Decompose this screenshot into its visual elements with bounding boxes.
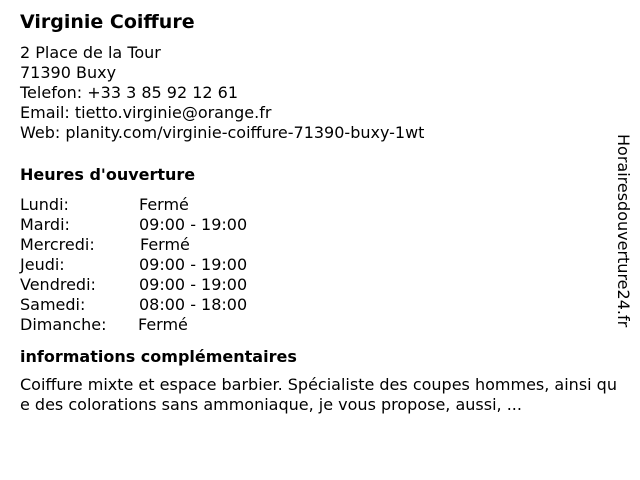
opening-hours-table bbox=[20, 195, 610, 335]
address-line: 2 Place de la Tour bbox=[20, 43, 161, 62]
hours-value: 09:00 - 19:00 bbox=[139, 255, 248, 274]
hours-row-jeudi bbox=[20, 255, 610, 275]
day-label: Mardi: bbox=[20, 215, 70, 234]
hours-value: Fermé bbox=[138, 315, 188, 334]
day-label: Lundi: bbox=[20, 195, 69, 214]
day-label: Jeudi: bbox=[20, 255, 65, 274]
business-name: Virginie Coiffure bbox=[20, 11, 195, 33]
hours-row-mercredi bbox=[20, 235, 610, 255]
site-watermark: Horairesdouverture24.fr bbox=[614, 134, 633, 328]
opening-hours-heading: Heures d'ouverture bbox=[20, 165, 196, 184]
day-label: Vendredi: bbox=[20, 275, 96, 294]
day-label: Mercredi: bbox=[20, 235, 95, 254]
hours-value: 09:00 - 19:00 bbox=[139, 215, 248, 234]
business-description: Coiffure mixte et espace barbier. Spécialiste des coupes hommes, ainsi que des colorations sans ammoniaque, je vous propose, aussi, ... bbox=[20, 375, 617, 414]
contact-block bbox=[20, 43, 610, 143]
email-line[interactable]: Email: tietto.virginie@orange.fr bbox=[20, 103, 272, 122]
postal-city: 71390 Buxy bbox=[20, 63, 117, 82]
hours-value: 08:00 - 18:00 bbox=[139, 295, 248, 314]
hours-row-lundi bbox=[20, 195, 610, 215]
hours-row-dimanche bbox=[20, 315, 610, 335]
hours-row-vendredi bbox=[20, 275, 610, 295]
business-card bbox=[20, 10, 617, 415]
hours-row-mardi bbox=[20, 215, 610, 235]
day-label: Dimanche: bbox=[20, 315, 107, 334]
hours-value: 09:00 - 19:00 bbox=[139, 275, 248, 294]
website-line[interactable]: Web: planity.com/virginie-coiffure-71390-buxy-1wt bbox=[20, 123, 425, 142]
hours-row-samedi bbox=[20, 295, 610, 315]
hours-value: Fermé bbox=[139, 195, 189, 214]
additional-info-heading: informations complémentaires bbox=[20, 347, 297, 366]
phone-line[interactable]: Telefon: +33 3 85 92 12 61 bbox=[20, 83, 239, 102]
day-label: Samedi: bbox=[20, 295, 86, 314]
hours-value: Fermé bbox=[140, 235, 190, 254]
